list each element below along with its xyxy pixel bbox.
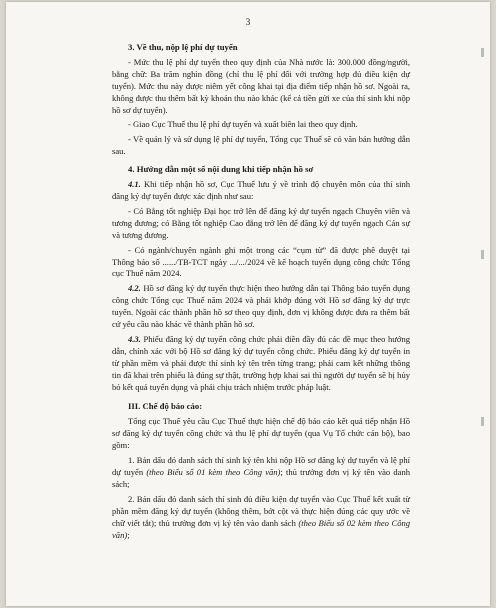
item-number: 4.2.: [128, 283, 141, 294]
page-number: 3: [245, 18, 251, 28]
paragraph: [112, 334, 410, 394]
section-heading-fee: 3. Về thu, nộp lệ phí dự tuyển: [128, 42, 238, 52]
paragraph: [112, 283, 410, 331]
bullet-paragraph: - Có Bằng tốt nghiệp Đại học trở lên để đăng ký dự tuyển ngạch Chuyên viên và tương đương; có Bằng tốt nghiệp Cao đẳng trở lên để đăng ký dự tuyển ngạch Cán sự và tương đương.: [112, 205, 410, 240]
scan-edge-mark: [481, 417, 484, 426]
scan-edge-mark: [481, 250, 484, 259]
paragraph-text: Hồ sơ đăng ký dự tuyển thực hiện theo hướng dẫn tại Thông báo tuyển dụng công chức Tổng cục Thuế năm 2024 và phải khớp đúng với Hồ sơ đăng ký dự trực tuyến. Ngoài các thành phần hồ sơ theo quy định, đơn vị không được đưa ra thêm bất cứ yêu cầu nào khác về thành phần hồ sơ.: [112, 283, 410, 330]
form-reference: (theo Biểu số 02 kèm theo Công văn): [112, 517, 411, 540]
bullet-paragraph: - Có ngành/chuyên ngành ghi một trong các “cụm từ” đã được phê duyệt tại Thông báo số ....../TB-TCT ngày .../.../2024 về kế hoạch tuyển dụng công chức Tổng cục Thuế năm 2024.: [112, 244, 410, 279]
paragraph: - Về quản lý và sử dụng lệ phí dự tuyển, Tổng cục Thuế sẽ có văn bản hướng dẫn sau.: [112, 134, 410, 157]
scan-edge-mark: [481, 48, 484, 57]
form-reference: (theo Biểu số 01 kèm theo Công văn): [146, 467, 281, 477]
paragraph: [112, 179, 410, 203]
paragraph: - Mức thu lệ phí dự tuyển theo quy định của Nhà nước là: 300.000 đồng/người, bằng chữ: Ba trăm nghìn đồng (chỉ thu lệ phí đối với trường hợp đủ điều kiện dự tuyển). Mức thu này được niêm yết công khai tại địa điểm tiếp nhận hồ sơ. Ngoài ra, không được thu thêm bất kỳ khoản thu nào khác (kể cả tiền gửi xe của thí sinh khi nộp hồ sơ dự tuyển).: [112, 56, 410, 115]
document-body: [112, 40, 410, 544]
list-item: 1. Bản dấu đỏ danh sách thí sinh ký tên khi nộp Hồ sơ đăng ký dự tuyển và lệ phí dự tuyển (theo Biểu số 01 kèm theo Công văn); thủ trưởng đơn vị ký tên vào danh sách;: [112, 455, 410, 489]
paragraph-text: Khi tiếp nhận hồ sơ, Cục Thuế lưu ý về trình độ chuyên môn của thí sinh đăng ký dự tuyển được xác định như sau:: [112, 179, 410, 201]
paragraph: - Giao Cục Thuế thu lệ phí dự tuyển và xuất biên lai theo quy định.: [128, 119, 358, 130]
list-item: 2. Bản dấu đỏ danh sách thí sinh đủ điều kiện dự tuyển vào Cục Thuế kết xuất từ phần mềm đăng ký dự tuyển (không thêm, bớt cột và thực hiện đúng các quy ước về chữ viết tắt); thủ trưởng đơn vị ký tên vào danh sách (theo Biểu số 02 kèm theo Công văn);: [112, 493, 411, 540]
item-number: 4.1.: [128, 179, 141, 190]
paragraph: Tổng cục Thuế yêu cầu Cục Thuế thực hiện chế độ báo cáo kết quả tiếp nhận Hồ sơ đăng ký dự tuyển công chức và thu lệ phí dự tuyển (qua Vụ Tổ chức cán bộ), bao gồm:: [112, 416, 410, 451]
section-heading-report: III. Chế độ báo cáo:: [128, 401, 203, 412]
section-heading-guide: 4. Hướng dẫn một số nội dung khi tiếp nhận hồ sơ: [128, 164, 314, 175]
item-number: 4.3.: [128, 333, 141, 344]
document-page: [6, 2, 490, 606]
paragraph-text: Phiếu đăng ký dự tuyển công chức phải điền đầy đủ các đề mục theo hướng dẫn, chính xác với bộ Hồ sơ đăng ký dự tuyển công chức. Phiếu đăng ký dự tuyển in từ phần mềm và phải được thí sinh ký tên trên từng trang; phải cam kết những thông tin đã khai trên phiếu là đúng sự thật, trường hợp khai sai thì người dự tuyển sẽ bị hủy bỏ kết quả tuyển dụng và phải chịu trách nhiệm trước pháp luật.: [112, 333, 410, 392]
